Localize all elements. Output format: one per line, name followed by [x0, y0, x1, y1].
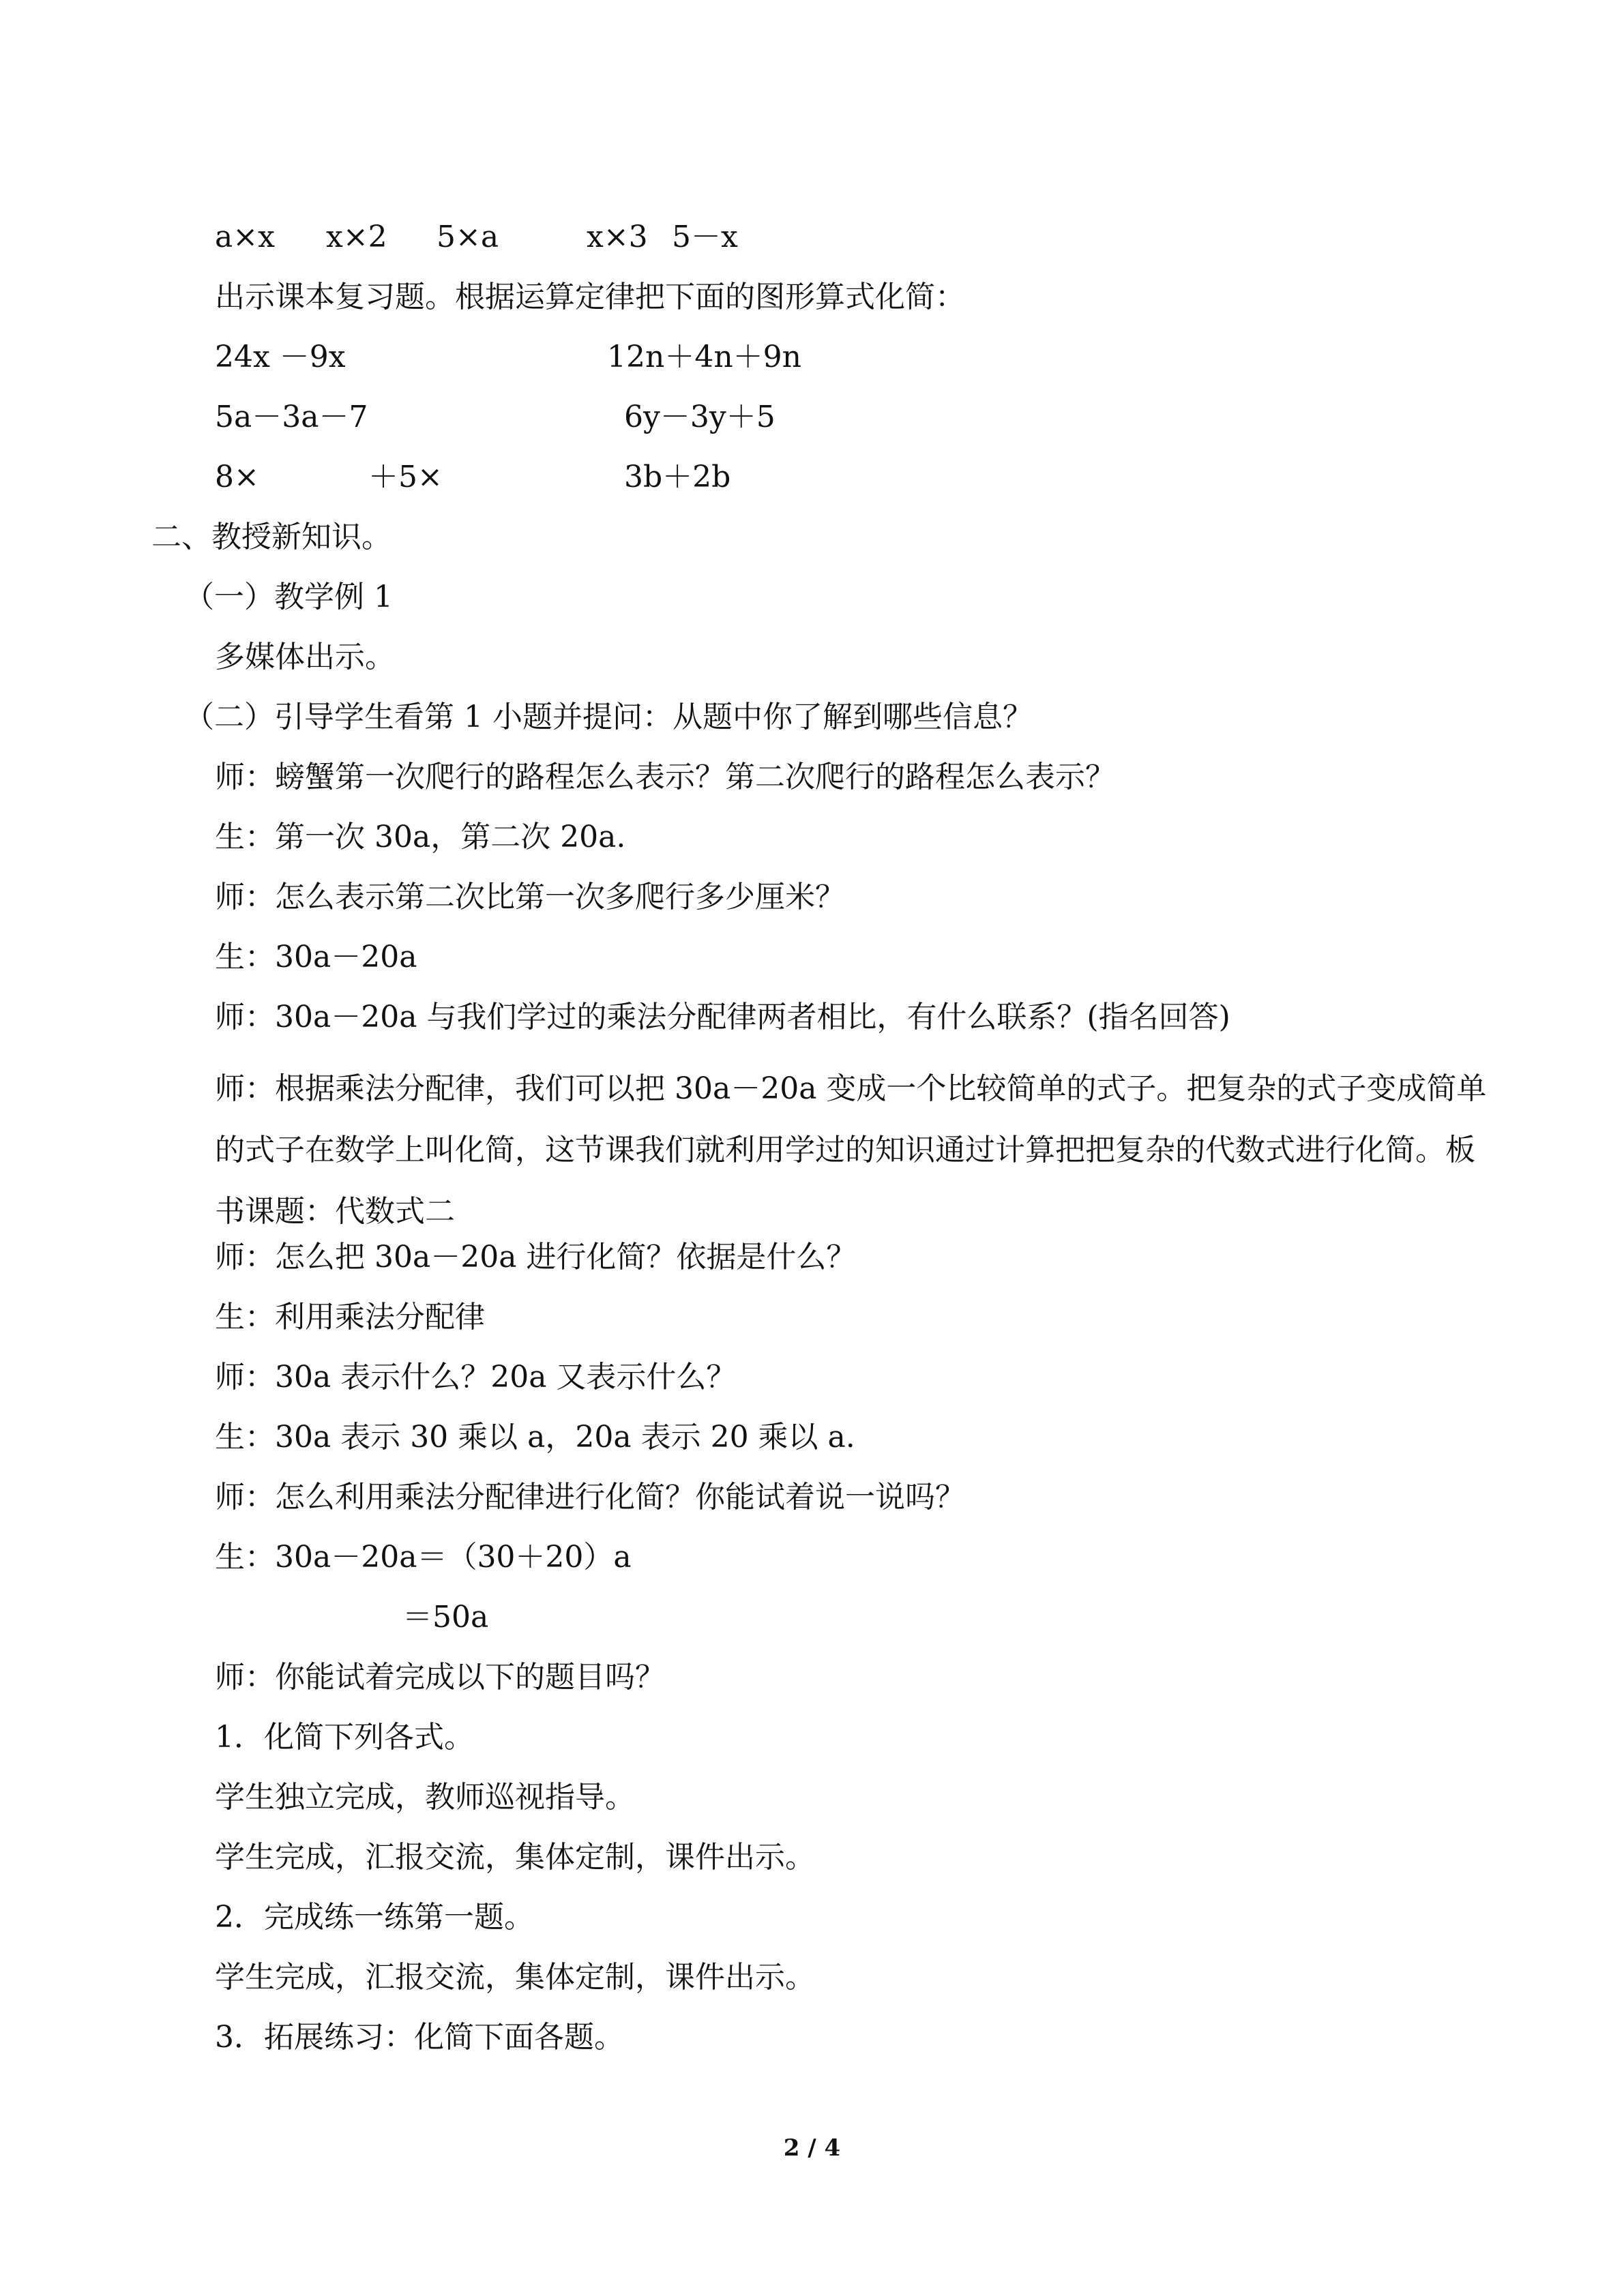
page-number: 2 / 4: [783, 2134, 841, 2162]
text-line: 生：30a－20a＝（30＋20）a: [215, 1540, 632, 1575]
text-line: 学生完成，汇报交流，集体定制，课件出示。: [215, 1960, 815, 1995]
expression: 12n＋4n＋9n: [607, 340, 801, 374]
text-line: 出示课本复习题。根据运算定律把下面的图形算式化简：: [215, 280, 965, 314]
expression: x×3: [587, 220, 648, 254]
expression-row: [0, 338, 1624, 376]
text-line: 生：利用乘法分配律: [215, 1300, 485, 1335]
paragraph: 师：根据乘法分配律，我们可以把 30a－20a 变成一个比较简单的式子。把复杂的式子变成简单的式子在数学上叫化简，这节课我们就利用学过的知识通过计算把把复杂的代数式进行化简。板书课题：代数式二: [215, 1071, 1487, 1229]
text-line: 师：30a－20a 与我们学过的乘法分配律两者相比，有什么联系？(指名回答): [215, 1000, 1230, 1034]
expression: a×x: [215, 220, 275, 254]
text-line: 生：30a 表示 30 乘以 a，20a 表示 20 乘以 a.: [215, 1420, 855, 1455]
text-line: ＝50a: [402, 1600, 489, 1635]
text-line: （二）引导学生看第 1 小题并提问：从题中你了解到哪些信息？: [184, 700, 1033, 734]
expression: 5－x: [672, 220, 738, 254]
text-line: 1．化简下列各式。: [215, 1720, 474, 1755]
text-line: 多媒体出示。: [215, 640, 395, 674]
expression: 6y－3y＋5: [624, 400, 776, 434]
expression: 8×: [215, 460, 259, 494]
text-line: 二、教授新知识。: [151, 520, 392, 554]
text-line: 师：怎么利用乘法分配律进行化简？你能试着说一说吗？: [215, 1480, 965, 1515]
expression-row: [0, 398, 1624, 436]
expression-row: [0, 218, 1624, 256]
text-line: 生：30a－20a: [215, 940, 417, 974]
expression: 3b＋2b: [624, 460, 731, 494]
expression: 24x －9x: [215, 340, 346, 374]
text-line: 学生完成，汇报交流，集体定制，课件出示。: [215, 1840, 815, 1875]
expression: 5×a: [437, 220, 499, 254]
text-line: 学生独立完成，教师巡视指导。: [215, 1780, 635, 1815]
expression: x×2: [326, 220, 387, 254]
text-line: 师：30a 表示什么？20a 又表示什么？: [215, 1360, 737, 1395]
text-line: 生：第一次 30a，第二次 20a.: [215, 820, 626, 854]
text-line: （一）教学例 1: [184, 580, 393, 614]
text-line: 师：你能试着完成以下的题目吗？: [215, 1660, 665, 1695]
text-line: 2．完成练一练第一题。: [215, 1900, 534, 1935]
expression-row: [0, 458, 1624, 496]
text-line: 师：螃蟹第一次爬行的路程怎么表示？第二次爬行的路程怎么表示？: [215, 760, 1115, 794]
text-line: 师：怎么把 30a－20a 进行化简？依据是什么？: [215, 1240, 857, 1274]
text-line: 师：怎么表示第二次比第一次多爬行多少厘米？: [215, 880, 845, 914]
text-line: 3．拓展练习：化简下面各题。: [215, 2020, 624, 2055]
expression: ＋5×: [368, 460, 443, 494]
expression: 5a－3a－7: [215, 400, 368, 434]
